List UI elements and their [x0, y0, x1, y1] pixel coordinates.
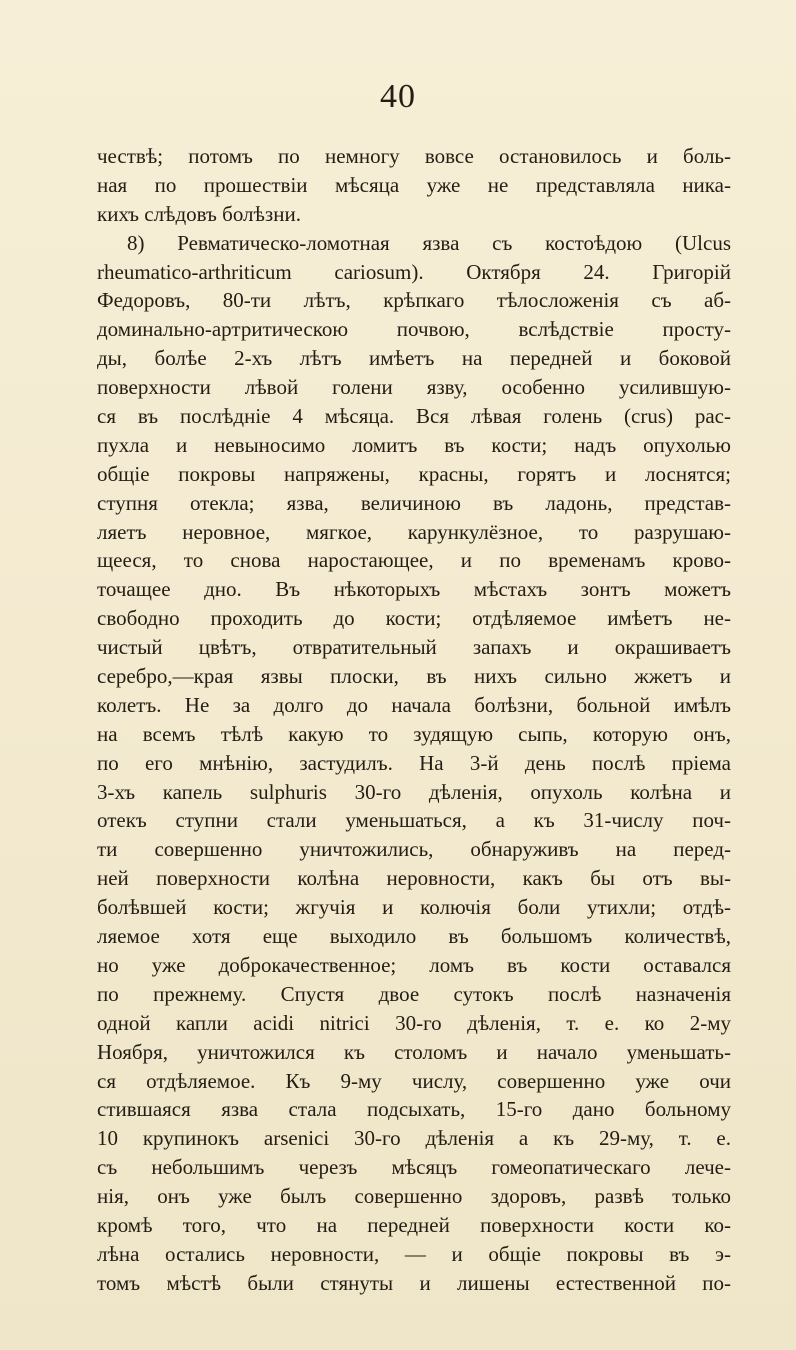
- text-line: стившаяся язва стала подсыхать, 15-го дано больному: [97, 1097, 731, 1122]
- text-line: пухла и невыносимо ломитъ въ кости; надъ опухолью: [97, 432, 731, 457]
- text-line: по его мнѣнію, застудилъ. На 3-й день послѣ пріема: [97, 750, 731, 775]
- text-line: доминально-артритическою почвою, вслѣдствіе просту-: [97, 317, 731, 342]
- text-line: 8) Ревматическо-ломотная язва съ костоѣдою (Ulcus: [127, 230, 731, 255]
- text-line: серебро,—края язвы плоски, въ нихъ сильно жжетъ и: [97, 664, 731, 689]
- text-line: лѣна остались неровности, — и общіе покровы въ э-: [97, 1241, 731, 1266]
- text-line: чествѣ; потомъ по немногу вовсе остановилось и боль-: [97, 144, 731, 168]
- text-line: 10 крупинокъ arsenici 30-го дѣленія а къ 29-му, т. е.: [97, 1126, 731, 1151]
- text-line: чистый цвѣтъ, отвратительный запахъ и окрашиваетъ: [97, 635, 731, 660]
- text-line: нія, онъ уже былъ совершенно здоровъ, развѣ только: [97, 1184, 731, 1209]
- text-line: томъ мѣстѣ были стянуты и лишены естественной по-: [97, 1270, 731, 1295]
- text-line: Ноября, уничтожился къ столомъ и начало уменьшать-: [97, 1039, 731, 1064]
- page-number: 40: [380, 78, 416, 115]
- text-line: свободно проходить до кости; отдѣляемое имѣетъ не-: [97, 606, 731, 631]
- text-line: по прежнему. Спустя двое сутокъ послѣ назначенія: [97, 981, 731, 1006]
- body-text: [97, 142, 731, 1298]
- text-line: ти совершенно уничтожились, обнаруживъ на перед-: [97, 837, 731, 862]
- text-line: щееся, то снова наростающее, и по временамъ крово-: [97, 548, 731, 573]
- text-line: ней поверхности колѣна неровности, какъ бы отъ вы-: [97, 866, 731, 891]
- text-line: общіе покровы напряжены, красны, горятъ и лоснятся;: [97, 461, 731, 486]
- text-line: rheumatico-arthriticum cariosum). Октября 24. Григорій: [97, 259, 731, 284]
- text-line: ляемое хотя еще выходило въ большомъ количествѣ,: [97, 924, 731, 949]
- text-line: болѣвшей кости; жгучія и колючія боли утихли; отдѣ-: [97, 895, 731, 920]
- text-line: ды, болѣе 2-хъ лѣтъ имѣетъ на передней и боковой: [97, 346, 731, 371]
- text-line: ляетъ неровное, мягкое, карункулёзное, то разрушаю-: [97, 519, 731, 544]
- text-line: одной капли acidi nitrici 30-го дѣленія, т. е. ко 2-му: [97, 1010, 731, 1035]
- text-line: отекъ ступни стали уменьшаться, а къ 31-числу поч-: [97, 808, 731, 833]
- text-line: на всемъ тѣлѣ какую то зудящую сыпь, которую онъ,: [97, 721, 731, 746]
- text-line: ся отдѣляемое. Къ 9-му числу, совершенно уже очи: [97, 1068, 731, 1093]
- text-line: ная по прошествіи мѣсяца уже не представляла ника-: [97, 172, 731, 197]
- text-line: кихъ слѣдовъ болѣзни.: [97, 201, 301, 226]
- text-line: но уже доброкачественное; ломъ въ кости оставался: [97, 952, 731, 977]
- text-line: 3-хъ капель sulphuris 30-го дѣленія, опухоль колѣна и: [97, 779, 731, 804]
- text-line: точащее дно. Въ нѣкоторыхъ мѣстахъ зонтъ можетъ: [97, 577, 731, 602]
- text-line: ступня отекла; язва, величиною въ ладонь, представ-: [97, 490, 731, 515]
- text-line: поверхности лѣвой голени язву, особенно усилившую-: [97, 375, 731, 400]
- text-line: съ небольшимъ черезъ мѣсяцъ гомеопатическаго лече-: [97, 1155, 731, 1180]
- text-line: колетъ. Не за долго до начала болѣзни, больной имѣлъ: [97, 692, 731, 717]
- text-line: Федоровъ, 80-ти лѣтъ, крѣпкаго тѣлосложенія съ аб-: [97, 288, 731, 313]
- text-line: кромѣ того, что на передней поверхности кости ко-: [97, 1212, 731, 1237]
- text-line: ся въ послѣдніе 4 мѣсяца. Вся лѣвая голень (crus) рас-: [97, 404, 731, 429]
